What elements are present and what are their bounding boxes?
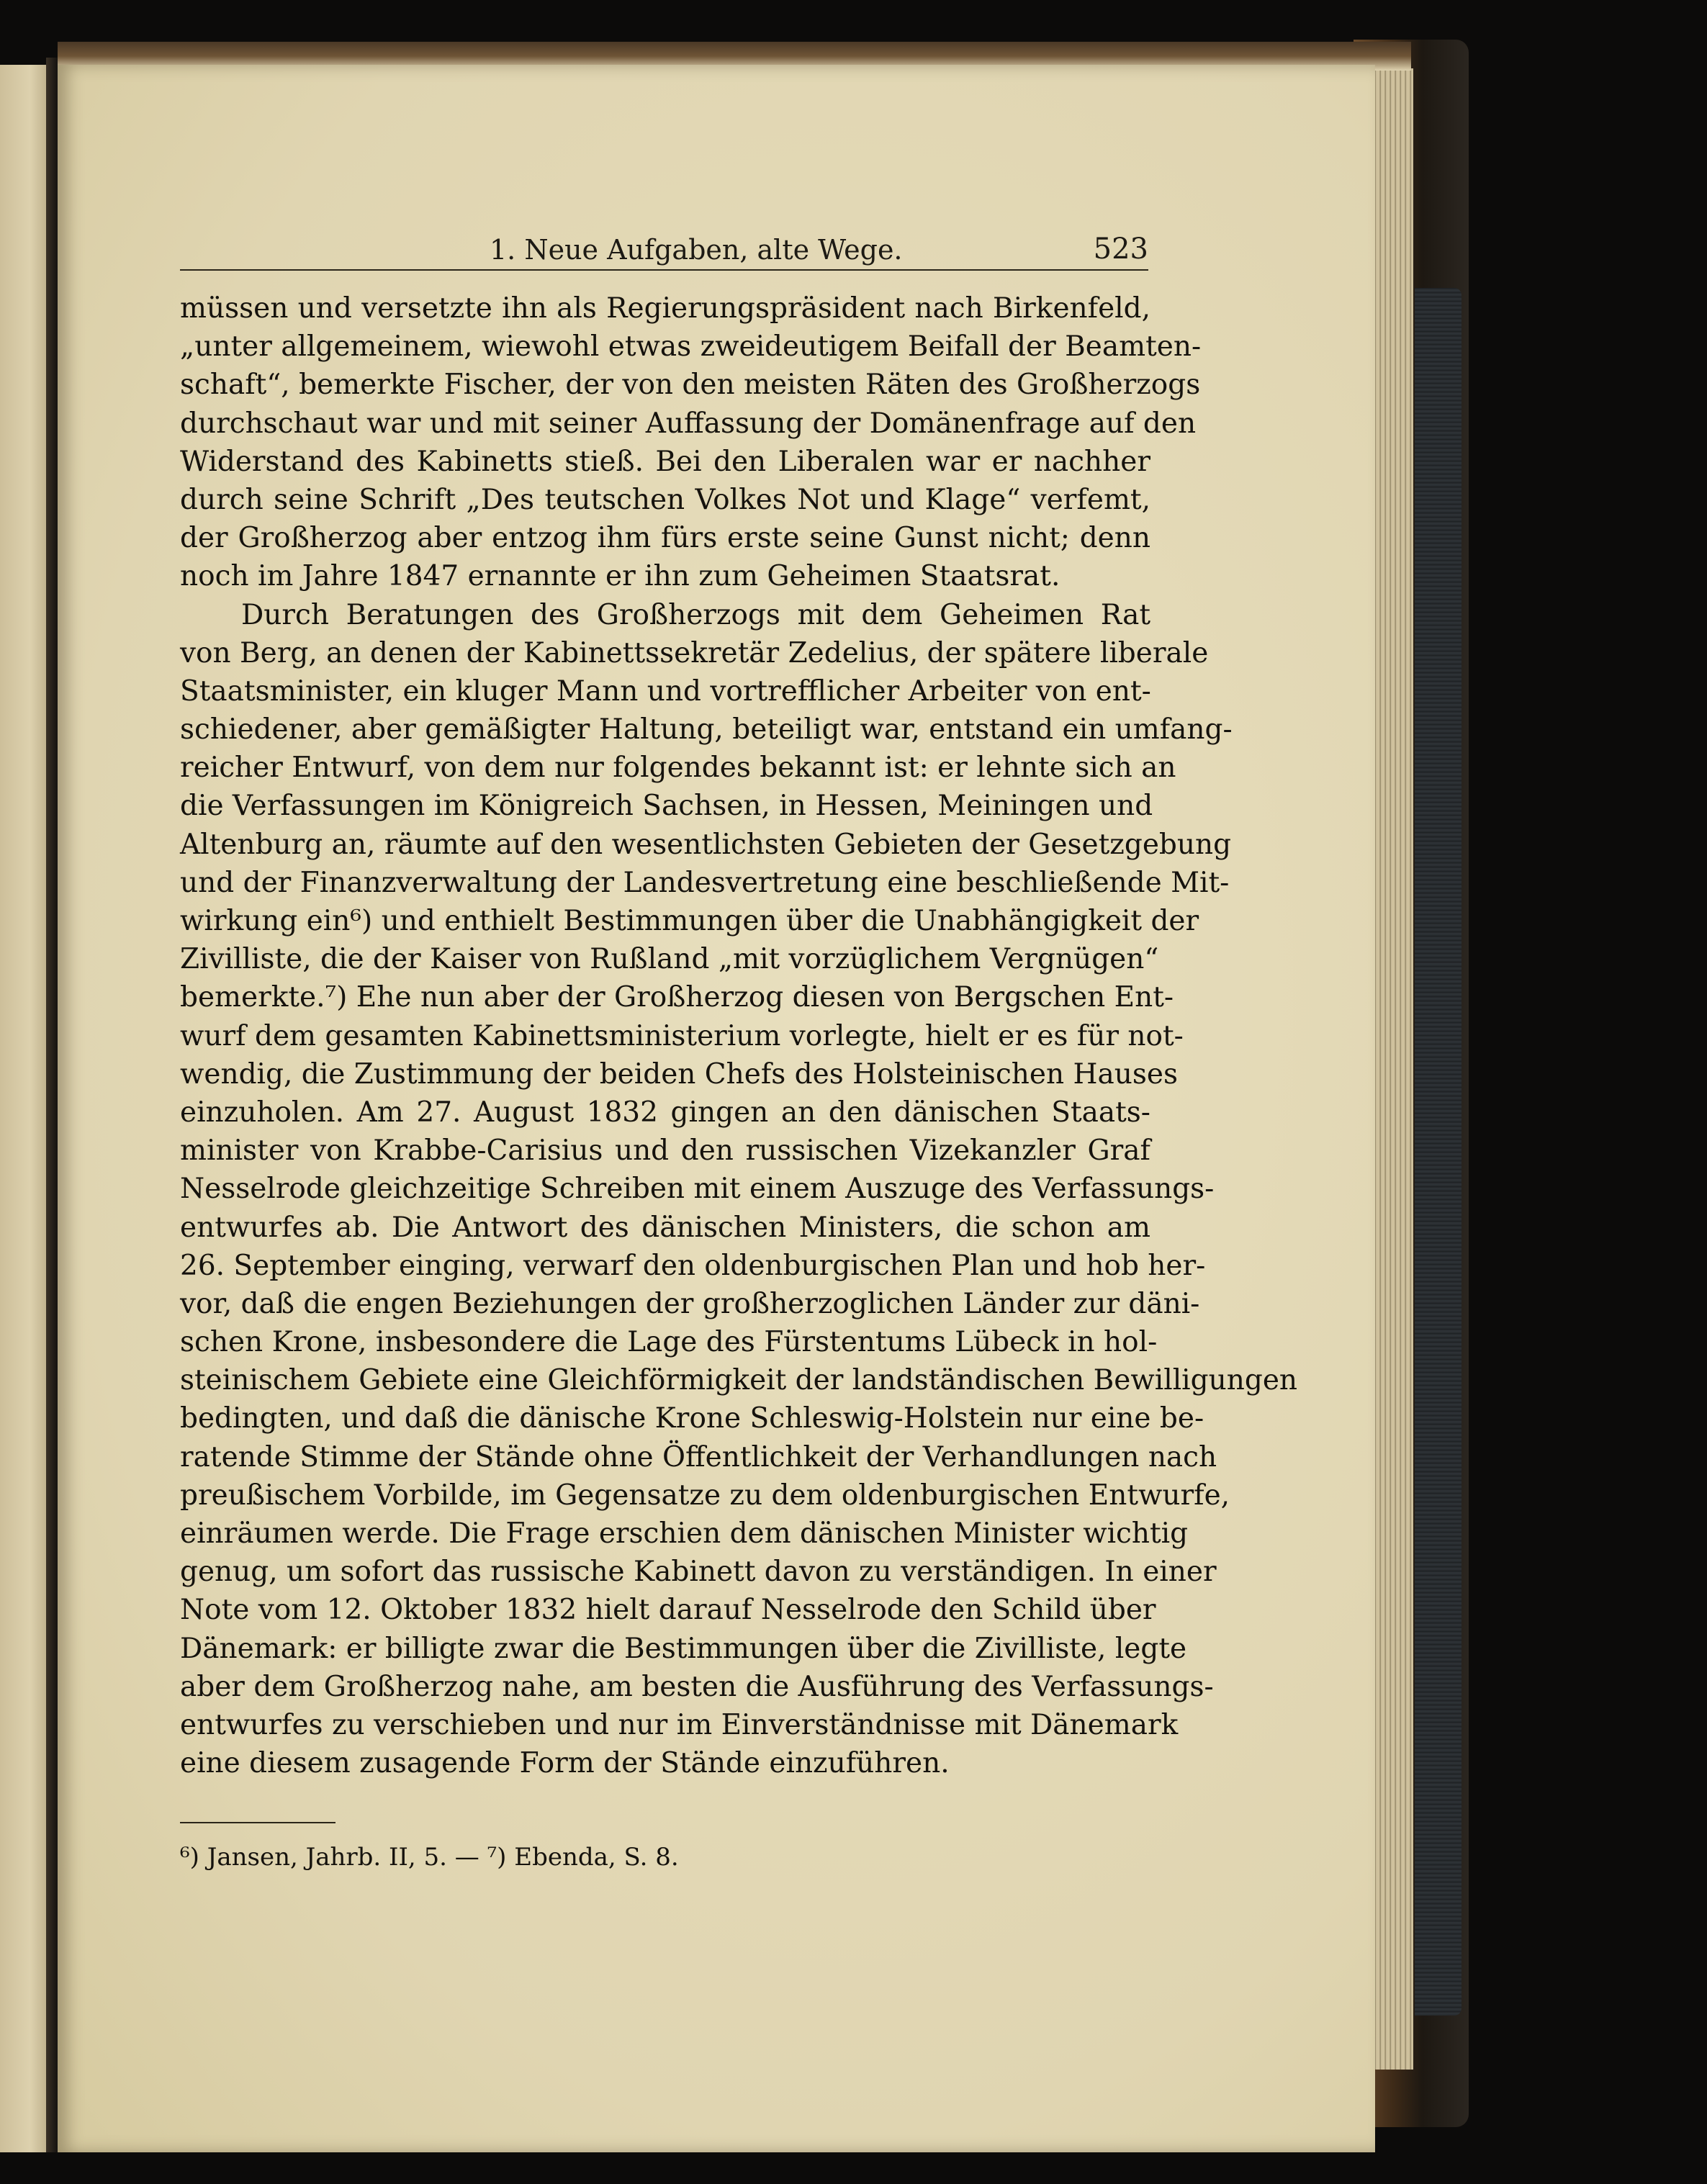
text-line: schaft“, bemerkte Fischer, der von den meisten Räten des Großherzogs <box>180 369 1201 402</box>
text-line: bemerkte.⁷) Ehe nun aber der Großherzog diesen von Bergschen Ent- <box>180 981 1174 1014</box>
text-line: durchschaut war und mit seiner Auffassung der Domänenfrage auf den <box>180 407 1197 440</box>
page-stack-edges <box>1372 68 1413 2070</box>
header-rule <box>180 269 1148 271</box>
text-line: noch im Jahre 1847 ernannte er ihn zum Geheimen Staatsrat. <box>180 560 1060 593</box>
text-line: minister von Krabbe-Carisius und den russischen Vizekanzler Graf <box>180 1134 1150 1168</box>
text-line: schen Krone, insbesondere die Lage des Fürstentums Lübeck in hol- <box>180 1326 1158 1359</box>
text-line: wendig, die Zustimmung der beiden Chefs des Holsteinischen Hauses <box>180 1057 1178 1091</box>
text-line: reicher Entwurf, von dem nur folgendes bekannt ist: er lehnte sich an <box>180 752 1176 785</box>
text-line: Altenburg an, räumte auf den wesentlichsten Gebieten der Gesetzgebung <box>180 828 1232 861</box>
text-line: und der Finanzverwaltung der Landesvertretung eine beschließende Mit- <box>180 866 1230 899</box>
footnote-rule <box>180 1822 335 1823</box>
text-line: wirkung ein⁶) und enthielt Bestimmungen über die Unabhängigkeit der <box>180 905 1199 937</box>
text-line: entwurfes ab. Die Antwort des dänischen Ministers, die schon am <box>180 1211 1150 1244</box>
text-line: Note vom 12. Oktober 1832 hielt darauf Nesselrode den Schild über <box>180 1594 1156 1627</box>
body-text <box>180 289 1298 1782</box>
text-line: Durch Beratungen des Großherzogs mit dem Geheimen Rat <box>241 598 1150 631</box>
text-line: schiedener, aber gemäßigter Haltung, beteiligt war, entstand ein umfang- <box>180 713 1233 746</box>
text-line: „unter allgemeinem, wiewohl etwas zweideutigem Beifall der Beamten- <box>180 330 1202 364</box>
text-line: aber dem Großherzog nahe, am besten die Ausführung des Verfassungs- <box>180 1670 1214 1703</box>
text-line: steinischem Gebiete eine Gleichförmigkeit der landständischen Bewilligungen <box>180 1364 1298 1397</box>
text-line: durch seine Schrift „Des teutschen Volkes Not und Klage“ verfemt, <box>180 483 1150 516</box>
text-line: Nesselrode gleichzeitige Schreiben mit einem Auszuge des Verfassungs- <box>180 1173 1215 1206</box>
text-line: vor, daß die engen Beziehungen der großherzoglichen Länder zur däni- <box>180 1287 1200 1320</box>
running-header-title: 1. Neue Aufgaben, alte Wege. <box>490 234 903 266</box>
text-line: ratende Stimme der Stände ohne Öffentlichkeit der Verhandlungen nach <box>180 1440 1217 1474</box>
footnote: ⁶) Jansen, Jahrb. II, 5. — ⁷) Ebenda, S. 8. <box>180 1843 679 1872</box>
text-line: einzuholen. Am 27. August 1832 gingen an den dänischen Staats- <box>180 1096 1150 1129</box>
book-cover-cloth <box>1415 288 1461 2016</box>
text-line: Zivilliste, die der Kaiser von Rußland „mit vorzüglichem Vergnügen“ <box>180 943 1159 976</box>
text-line: 26. September einging, verwarf den oldenburgischen Plan und hob her- <box>180 1249 1206 1282</box>
text-line: einräumen werde. Die Frage erschien dem dänischen Minister wichtig <box>180 1517 1189 1550</box>
text-line: Staatsminister, ein kluger Mann und vortrefflicher Arbeiter von ent- <box>180 674 1151 708</box>
page-number: 523 <box>1093 233 1148 266</box>
text-line: der Großherzog aber entzog ihm fürs erste seine Gunst nicht; denn <box>180 522 1150 555</box>
text-line: genug, um sofort das russische Kabinett davon zu verständigen. In einer <box>180 1556 1217 1589</box>
text-line: entwurfes zu verschieben und nur im Einverständnisse mit Dänemark <box>180 1708 1179 1741</box>
text-line: von Berg, an denen der Kabinettssekretär Zedelius, der spätere liberale <box>180 636 1209 669</box>
left-page-edge <box>0 65 50 2152</box>
text-line: wurf dem gesamten Kabinettsministerium vorlegte, hielt er es für not- <box>180 1019 1184 1052</box>
text-line: die Verfassungen im Königreich Sachsen, in Hessen, Meiningen und <box>180 790 1153 823</box>
text-line: preußischem Vorbilde, im Gegensatze zu dem oldenburgischen Entwurfe, <box>180 1479 1230 1512</box>
text-line: eine diesem zusagende Form der Stände einzuführen. <box>180 1747 950 1780</box>
text-line: Dänemark: er billigte zwar die Bestimmungen über die Zivilliste, legte <box>180 1632 1187 1665</box>
text-line: Widerstand des Kabinetts stieß. Bei den Liberalen war er nachher <box>180 445 1150 478</box>
text-line: müssen und versetzte ihn als Regierungspräsident nach Birkenfeld, <box>180 292 1150 325</box>
text-line: bedingten, und daß die dänische Krone Schleswig-Holstein nur eine be- <box>180 1402 1204 1435</box>
running-header <box>180 234 1148 270</box>
